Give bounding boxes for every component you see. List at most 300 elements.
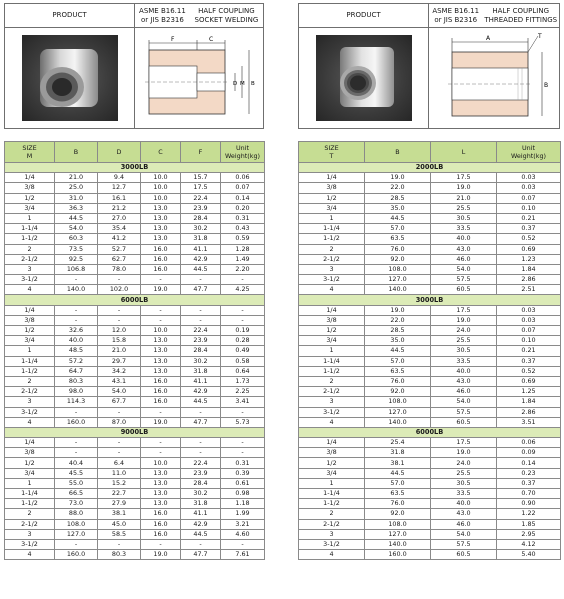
table-cell: 0.19 bbox=[221, 326, 265, 336]
table-cell: 1/4 bbox=[299, 438, 365, 448]
table-cell: 1-1/4 bbox=[299, 224, 365, 234]
table-cell: 1.73 bbox=[221, 376, 265, 386]
table-cell: 28.5 bbox=[365, 326, 431, 336]
table-cell: 0.10 bbox=[497, 336, 561, 346]
table-cell: 0.28 bbox=[221, 336, 265, 346]
table-cell: 2.20 bbox=[221, 264, 265, 274]
table-cell: 1/2 bbox=[5, 458, 55, 468]
table-cell: 25.0 bbox=[55, 183, 98, 193]
table-cell: 0.14 bbox=[497, 458, 561, 468]
table-cell: 1/2 bbox=[299, 458, 365, 468]
table-row bbox=[5, 478, 265, 488]
table-row bbox=[299, 346, 561, 356]
table-cell: 4.60 bbox=[221, 529, 265, 539]
threaded-drawing bbox=[430, 30, 558, 126]
table-cell: 3/8 bbox=[299, 315, 365, 325]
table-cell: - bbox=[55, 305, 98, 315]
table-cell: 33.5 bbox=[431, 224, 497, 234]
table-cell: 63.5 bbox=[365, 234, 431, 244]
dim-label-b: B bbox=[544, 82, 549, 89]
table-row bbox=[5, 458, 265, 468]
table-cell: 0.49 bbox=[221, 346, 265, 356]
table-cell: 1 bbox=[5, 346, 55, 356]
table-cell: 3/4 bbox=[299, 468, 365, 478]
table-row bbox=[5, 417, 265, 427]
pressure-class-row bbox=[5, 427, 265, 437]
table-cell: 1 bbox=[299, 478, 365, 488]
table-cell: 102.0 bbox=[98, 285, 141, 295]
table-cell: 16.0 bbox=[141, 387, 181, 397]
socket-weld-coupling-photo bbox=[22, 35, 118, 121]
table-row bbox=[5, 550, 265, 560]
table-cell: 0.98 bbox=[221, 489, 265, 499]
product-type: HALF COUPLING SOCKET WELDING bbox=[194, 6, 259, 24]
table-cell: 4 bbox=[5, 550, 55, 560]
table-row bbox=[299, 336, 561, 346]
table-cell: 4 bbox=[299, 550, 365, 560]
table-cell: 80.3 bbox=[55, 376, 98, 386]
table-cell: 3-1/2 bbox=[5, 275, 55, 285]
table-cell: 0.43 bbox=[221, 224, 265, 234]
table-cell: 21.2 bbox=[98, 203, 141, 213]
table-cell: 35.0 bbox=[365, 336, 431, 346]
table-cell: - bbox=[141, 305, 181, 315]
table-cell: - bbox=[221, 407, 265, 417]
table-cell: 13.0 bbox=[141, 489, 181, 499]
table-cell: 3.51 bbox=[497, 417, 561, 427]
table-cell: 13.0 bbox=[141, 499, 181, 509]
table-cell: 127.0 bbox=[365, 407, 431, 417]
table-cell: 3 bbox=[299, 529, 365, 539]
table-cell: 47.7 bbox=[181, 417, 221, 427]
table-row bbox=[5, 499, 265, 509]
dim-label-f: F bbox=[171, 36, 175, 43]
table-cell: 44.5 bbox=[55, 213, 98, 223]
table-cell: 3.41 bbox=[221, 397, 265, 407]
table-cell: - bbox=[55, 448, 98, 458]
table-cell: 55.0 bbox=[55, 478, 98, 488]
table-cell: 3/4 bbox=[5, 468, 55, 478]
table-cell: 160.0 bbox=[365, 550, 431, 560]
dim-label-d: D bbox=[233, 81, 238, 87]
table-row bbox=[299, 499, 561, 509]
table-cell: 57.5 bbox=[431, 407, 497, 417]
table-row bbox=[5, 254, 265, 264]
table-cell: 1-1/4 bbox=[299, 356, 365, 366]
table-row bbox=[5, 173, 265, 183]
table-cell: 31.0 bbox=[55, 193, 98, 203]
table-cell: 1-1/2 bbox=[5, 499, 55, 509]
table-cell: 92.0 bbox=[365, 387, 431, 397]
table-row bbox=[299, 183, 561, 193]
table-row bbox=[299, 489, 561, 499]
table-cell: - bbox=[98, 315, 141, 325]
table-cell: 108.0 bbox=[365, 397, 431, 407]
table-cell: 33.5 bbox=[431, 489, 497, 499]
table-cell: 98.0 bbox=[55, 387, 98, 397]
table-cell: 13.0 bbox=[141, 203, 181, 213]
table-cell: 21.0 bbox=[98, 346, 141, 356]
table-cell: 9.4 bbox=[98, 173, 141, 183]
table-cell: 54.0 bbox=[431, 397, 497, 407]
table-row bbox=[5, 326, 265, 336]
table-cell: 43.1 bbox=[98, 376, 141, 386]
product-image-row bbox=[299, 28, 559, 128]
table-row bbox=[299, 550, 561, 560]
table-cell: - bbox=[181, 438, 221, 448]
table-row bbox=[5, 539, 265, 549]
socket-weld-drawing bbox=[135, 30, 263, 126]
table-cell: 60.5 bbox=[431, 417, 497, 427]
table-cell: 5.40 bbox=[497, 550, 561, 560]
table-cell: 48.5 bbox=[55, 346, 98, 356]
table-cell: 17.5 bbox=[431, 173, 497, 183]
table-cell: 13.0 bbox=[141, 478, 181, 488]
table-row bbox=[5, 183, 265, 193]
table-cell: 4.12 bbox=[497, 539, 561, 549]
table-cell: 19.0 bbox=[431, 315, 497, 325]
table-cell: 2.86 bbox=[497, 407, 561, 417]
table-cell: 0.07 bbox=[497, 193, 561, 203]
table-cell: 0.52 bbox=[497, 366, 561, 376]
table-cell: 0.69 bbox=[497, 244, 561, 254]
table-cell: - bbox=[98, 407, 141, 417]
table-cell: 2-1/2 bbox=[299, 254, 365, 264]
table-cell: 57.2 bbox=[55, 356, 98, 366]
table-cell: - bbox=[181, 305, 221, 315]
table-row bbox=[5, 407, 265, 417]
pressure-class-label: 9000LB bbox=[5, 427, 265, 437]
table-cell: 17.5 bbox=[181, 183, 221, 193]
table-cell: 21.0 bbox=[55, 173, 98, 183]
table-cell: 60.3 bbox=[55, 234, 98, 244]
standard-title bbox=[135, 4, 263, 27]
table-cell: 10.0 bbox=[141, 458, 181, 468]
pressure-class-label: 6000LB bbox=[5, 295, 265, 305]
col-weight-header: Unit Weight(kg) bbox=[497, 142, 561, 163]
table-cell: 31.8 bbox=[181, 366, 221, 376]
table-row bbox=[299, 203, 561, 213]
table-cell: 22.0 bbox=[365, 183, 431, 193]
table-cell: 108.0 bbox=[55, 519, 98, 529]
table-cell: - bbox=[55, 275, 98, 285]
table-cell: 40.0 bbox=[431, 499, 497, 509]
table-cell: 3/4 bbox=[299, 203, 365, 213]
table-cell: 15.2 bbox=[98, 478, 141, 488]
table-cell: 13.0 bbox=[141, 346, 181, 356]
table-cell: 66.5 bbox=[55, 489, 98, 499]
table-cell: 0.58 bbox=[221, 356, 265, 366]
table-cell: 1-1/4 bbox=[5, 356, 55, 366]
table-cell: 32.6 bbox=[55, 326, 98, 336]
table-row bbox=[299, 275, 561, 285]
table-cell: 22.4 bbox=[181, 326, 221, 336]
table-row bbox=[5, 305, 265, 315]
table-cell: 17.5 bbox=[431, 305, 497, 315]
table-cell: 16.0 bbox=[141, 397, 181, 407]
table-cell: 63.5 bbox=[365, 489, 431, 499]
socket-weld-dimension-table bbox=[4, 141, 265, 560]
table-cell: 2-1/2 bbox=[299, 387, 365, 397]
table-row bbox=[299, 539, 561, 549]
table-cell: 1/4 bbox=[299, 305, 365, 315]
table-cell: - bbox=[221, 539, 265, 549]
table-cell: 88.0 bbox=[55, 509, 98, 519]
col-b-header: B bbox=[55, 142, 98, 163]
table-cell: 28.4 bbox=[181, 478, 221, 488]
table-cell: 30.5 bbox=[431, 478, 497, 488]
table-cell: 1.23 bbox=[497, 254, 561, 264]
table-cell: 47.7 bbox=[181, 285, 221, 295]
table-cell: 3.21 bbox=[221, 519, 265, 529]
table-cell: 1.25 bbox=[497, 387, 561, 397]
table-row bbox=[5, 468, 265, 478]
table-cell: 13.0 bbox=[141, 366, 181, 376]
table-cell: 12.7 bbox=[98, 183, 141, 193]
table-cell: 19.0 bbox=[365, 173, 431, 183]
threaded-dimension-table bbox=[298, 141, 561, 560]
table-row bbox=[5, 336, 265, 346]
table-row bbox=[5, 315, 265, 325]
table-cell: 54.0 bbox=[98, 387, 141, 397]
table-cell: 19.0 bbox=[141, 550, 181, 560]
pressure-class-label: 3000LB bbox=[299, 295, 561, 305]
table-cell: 0.03 bbox=[497, 315, 561, 325]
table-cell: 22.4 bbox=[181, 458, 221, 468]
table-cell: 10.0 bbox=[141, 326, 181, 336]
table-row bbox=[5, 264, 265, 274]
table-cell: 16.1 bbox=[98, 193, 141, 203]
table-cell: 0.31 bbox=[221, 213, 265, 223]
table-row bbox=[5, 234, 265, 244]
table-row bbox=[299, 448, 561, 458]
table-cell: 0.06 bbox=[497, 438, 561, 448]
table-cell: 1/2 bbox=[5, 326, 55, 336]
table-cell: 13.0 bbox=[141, 468, 181, 478]
table-cell: 13.0 bbox=[141, 213, 181, 223]
table-cell: - bbox=[221, 275, 265, 285]
product-image-row bbox=[5, 28, 263, 128]
table-cell: 92.0 bbox=[365, 254, 431, 264]
table-cell: 60.5 bbox=[431, 285, 497, 295]
table-row bbox=[299, 315, 561, 325]
table-cell: 10.0 bbox=[141, 193, 181, 203]
table-cell: 30.5 bbox=[431, 213, 497, 223]
table-cell: 45.0 bbox=[98, 519, 141, 529]
table-cell: 30.2 bbox=[181, 489, 221, 499]
table-row bbox=[299, 438, 561, 448]
col-f-header: F bbox=[181, 142, 221, 163]
table-row bbox=[5, 193, 265, 203]
table-cell: 78.0 bbox=[98, 264, 141, 274]
table-cell: 127.0 bbox=[365, 275, 431, 285]
table-cell: 5.73 bbox=[221, 417, 265, 427]
dim-label-m: M bbox=[240, 81, 245, 87]
table-cell: 1.85 bbox=[497, 519, 561, 529]
table-cell: 1/4 bbox=[5, 438, 55, 448]
table-cell: 108.0 bbox=[365, 519, 431, 529]
table-cell: 2.95 bbox=[497, 529, 561, 539]
table-cell: 76.0 bbox=[365, 244, 431, 254]
table-cell: 23.9 bbox=[181, 336, 221, 346]
table-cell: 106.8 bbox=[55, 264, 98, 274]
table-cell: 42.9 bbox=[181, 387, 221, 397]
table-cell: - bbox=[98, 305, 141, 315]
table-row bbox=[299, 285, 561, 295]
table-cell: 1-1/2 bbox=[299, 499, 365, 509]
threaded-coupling-image bbox=[316, 35, 412, 121]
table-cell: 16.0 bbox=[141, 264, 181, 274]
table-row bbox=[299, 407, 561, 417]
table-row bbox=[299, 173, 561, 183]
table-cell: 28.4 bbox=[181, 346, 221, 356]
table-cell: 1.84 bbox=[497, 264, 561, 274]
table-row bbox=[5, 376, 265, 386]
standard-code: ASME B16.11 or JIS B2316 bbox=[139, 6, 186, 24]
table-cell: 44.5 bbox=[181, 264, 221, 274]
table-cell: 0.64 bbox=[221, 366, 265, 376]
table-cell: 1-1/4 bbox=[5, 489, 55, 499]
table-cell: 4 bbox=[299, 417, 365, 427]
table-cell: 64.7 bbox=[55, 366, 98, 376]
table-cell: 62.7 bbox=[98, 254, 141, 264]
table-cell: 25.5 bbox=[431, 468, 497, 478]
table-cell: 0.07 bbox=[221, 183, 265, 193]
table-row bbox=[5, 224, 265, 234]
table-row bbox=[5, 397, 265, 407]
table-cell: 2.86 bbox=[497, 275, 561, 285]
threaded-product-header bbox=[298, 3, 560, 129]
table-cell: 0.70 bbox=[497, 489, 561, 499]
technical-drawing-cell bbox=[135, 28, 263, 128]
table-cell: - bbox=[141, 407, 181, 417]
table-cell: 13.0 bbox=[141, 224, 181, 234]
col-d-header: D bbox=[98, 142, 141, 163]
table-cell: 1 bbox=[5, 213, 55, 223]
table-cell: 46.0 bbox=[431, 254, 497, 264]
table-row bbox=[299, 509, 561, 519]
table-cell: 0.61 bbox=[221, 478, 265, 488]
pressure-class-label: 3000LB bbox=[5, 163, 265, 173]
table-row bbox=[299, 529, 561, 539]
table-row bbox=[299, 224, 561, 234]
table-cell: 19.0 bbox=[365, 305, 431, 315]
table-cell: 25.4 bbox=[365, 438, 431, 448]
table-cell: - bbox=[221, 315, 265, 325]
pressure-class-row bbox=[299, 163, 561, 173]
table-cell: 54.0 bbox=[431, 529, 497, 539]
table-cell: 57.0 bbox=[365, 478, 431, 488]
table-cell: 13.0 bbox=[141, 234, 181, 244]
table-cell: 1-1/4 bbox=[299, 489, 365, 499]
table-cell: 21.0 bbox=[431, 193, 497, 203]
table-cell: 3 bbox=[5, 397, 55, 407]
table-cell: 67.7 bbox=[98, 397, 141, 407]
table-cell: 3-1/2 bbox=[299, 407, 365, 417]
table-cell: 76.0 bbox=[365, 499, 431, 509]
table-row bbox=[299, 468, 561, 478]
table-cell: 31.8 bbox=[365, 448, 431, 458]
table-cell: 12.0 bbox=[98, 326, 141, 336]
table-cell: 33.5 bbox=[431, 356, 497, 366]
table-cell: 0.06 bbox=[221, 173, 265, 183]
table-cell: 2-1/2 bbox=[299, 519, 365, 529]
table-cell: 1-1/2 bbox=[5, 366, 55, 376]
col-size-header: SIZE M bbox=[5, 142, 55, 163]
table-cell: 22.0 bbox=[365, 315, 431, 325]
table-row bbox=[5, 285, 265, 295]
table-cell: 1/4 bbox=[5, 305, 55, 315]
table-cell: 140.0 bbox=[365, 417, 431, 427]
col-c-header: C bbox=[141, 142, 181, 163]
table-cell: 38.1 bbox=[365, 458, 431, 468]
table-cell: 140.0 bbox=[365, 539, 431, 549]
table-cell: 1-1/4 bbox=[5, 224, 55, 234]
table-cell: 42.9 bbox=[181, 254, 221, 264]
table-cell: 0.90 bbox=[497, 499, 561, 509]
table-cell: 41.1 bbox=[181, 244, 221, 254]
table-cell: 0.37 bbox=[497, 478, 561, 488]
table-cell: - bbox=[141, 275, 181, 285]
table-cell: 2 bbox=[5, 376, 55, 386]
pressure-class-row bbox=[5, 295, 265, 305]
table-cell: 16.0 bbox=[141, 509, 181, 519]
table-cell: 1 bbox=[299, 346, 365, 356]
table-cell: 3-1/2 bbox=[299, 275, 365, 285]
table-cell: 25.5 bbox=[431, 336, 497, 346]
table-cell: 34.2 bbox=[98, 366, 141, 376]
product-type: HALF COUPLING THREADED FITTINGS bbox=[484, 6, 558, 24]
table-cell: 44.5 bbox=[365, 346, 431, 356]
standard-title bbox=[429, 4, 559, 27]
socket-weld-coupling-image bbox=[22, 35, 118, 121]
table-cell: 0.59 bbox=[221, 234, 265, 244]
table-cell: 127.0 bbox=[55, 529, 98, 539]
table-cell: 2 bbox=[299, 509, 365, 519]
table-cell: 40.4 bbox=[55, 458, 98, 468]
table-cell: 43.0 bbox=[431, 509, 497, 519]
table-row bbox=[299, 519, 561, 529]
table-row bbox=[299, 387, 561, 397]
table-cell: 24.0 bbox=[431, 458, 497, 468]
table-cell: 60.5 bbox=[431, 550, 497, 560]
table-row bbox=[5, 519, 265, 529]
table-cell: 92.0 bbox=[365, 509, 431, 519]
table-cell: 0.10 bbox=[497, 203, 561, 213]
table-cell: 45.5 bbox=[55, 468, 98, 478]
table-cell: 44.5 bbox=[365, 213, 431, 223]
table-cell: 35.0 bbox=[365, 203, 431, 213]
table-cell: 6.4 bbox=[98, 458, 141, 468]
table-cell: 3/8 bbox=[5, 448, 55, 458]
table-cell: 73.0 bbox=[55, 499, 98, 509]
table-cell: 3/4 bbox=[299, 336, 365, 346]
table-cell: 4 bbox=[5, 417, 55, 427]
table-cell: 40.0 bbox=[431, 366, 497, 376]
table-cell: - bbox=[141, 539, 181, 549]
table-cell: 30.2 bbox=[181, 356, 221, 366]
product-label: PRODUCT bbox=[299, 4, 429, 27]
table-cell: 27.9 bbox=[98, 499, 141, 509]
table-cell: 3 bbox=[299, 264, 365, 274]
pressure-class-label: 6000LB bbox=[299, 427, 561, 437]
table-row bbox=[5, 346, 265, 356]
table-cell: 1.49 bbox=[221, 254, 265, 264]
table-row bbox=[299, 193, 561, 203]
table-cell: 22.7 bbox=[98, 489, 141, 499]
table-cell: 27.0 bbox=[98, 213, 141, 223]
table-cell: 54.0 bbox=[55, 224, 98, 234]
